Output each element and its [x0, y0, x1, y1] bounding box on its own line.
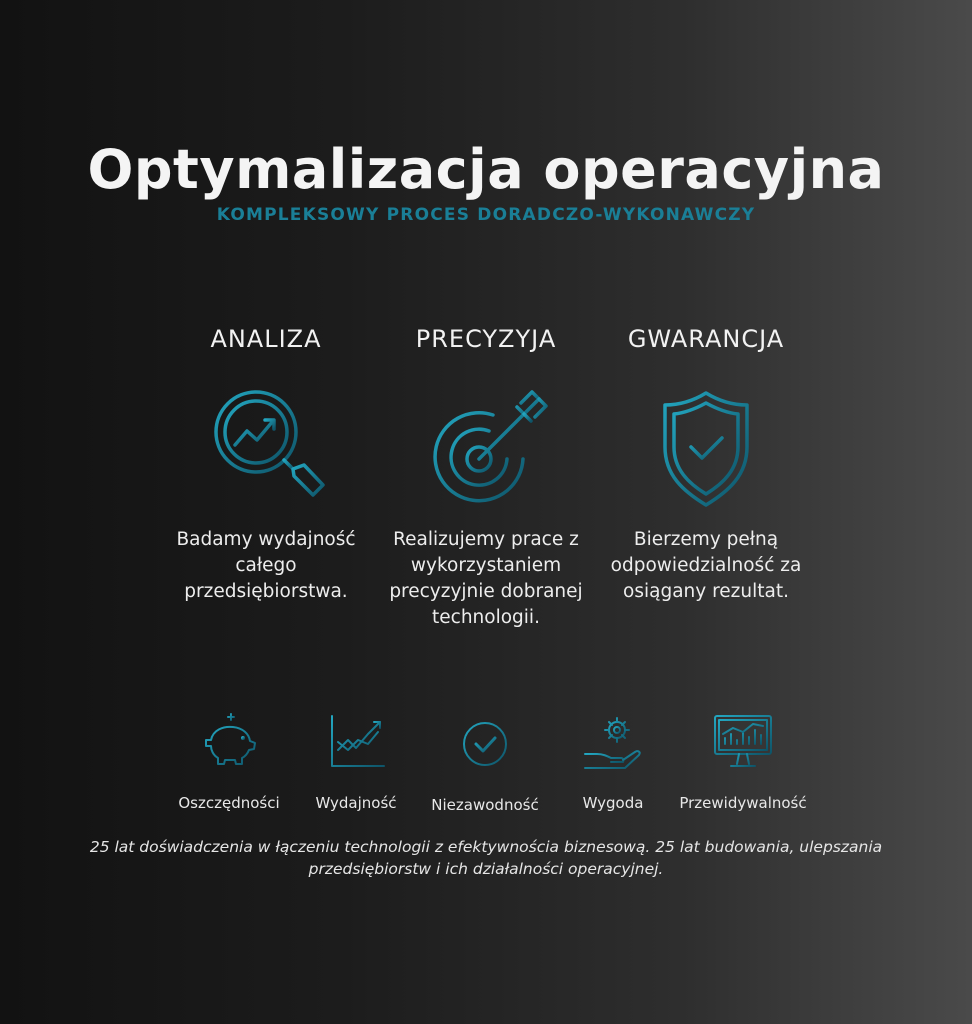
feature-analiza — [156, 325, 376, 605]
benefit-wygoda — [543, 710, 683, 812]
benefit-niezawodnosc — [415, 710, 555, 814]
page-subtitle: KOMPLEKSOWY PROCES DORADCZO-WYKONAWCZY — [216, 205, 756, 225]
benefit-label: Przewidywalność — [679, 794, 807, 812]
benefit-wydajnosc — [286, 710, 426, 812]
piggy-bank-icon — [197, 710, 261, 774]
footer-text: 25 lat doświadczenia w łączeniu technologii z efektywnościa biznesową. 25 lat budowania, ulepszania przedsiębiorstw i ich działalności operacyjnej. — [89, 838, 883, 878]
feature-gwarancja — [596, 325, 816, 605]
magnifier-growth-icon — [201, 387, 331, 517]
monitor-chart-icon — [711, 710, 775, 774]
feature-description: Realizujemy prace z wykorzystaniem precyzyjnie dobranej technologii. — [389, 529, 583, 628]
growth-chart-icon — [324, 710, 388, 774]
hand-gear-icon — [581, 710, 645, 774]
feature-precyzyja — [376, 325, 596, 631]
shield-check-icon — [641, 387, 771, 517]
feature-description: Bierzemy pełną odpowiedzialność za osiągany rezultat. — [610, 529, 802, 602]
check-circle-icon — [453, 710, 517, 774]
page-title: Optymalizacja operacyjna — [87, 138, 885, 201]
benefit-oszczednosci — [159, 710, 299, 812]
benefit-label: Oszczędności — [178, 794, 280, 812]
target-arrow-icon — [421, 387, 551, 517]
feature-heading: GWARANCJA — [627, 325, 785, 353]
benefit-label: Wydajność — [315, 794, 397, 812]
benefit-przewidywalnosc — [673, 710, 813, 812]
benefit-label: Wygoda — [582, 794, 644, 812]
feature-heading: ANALIZA — [210, 325, 322, 353]
feature-description: Badamy wydajność całego przedsiębiorstwa. — [176, 529, 356, 602]
benefit-label: Niezawodność — [431, 796, 539, 814]
feature-heading: PRECYZYJA — [415, 325, 557, 353]
